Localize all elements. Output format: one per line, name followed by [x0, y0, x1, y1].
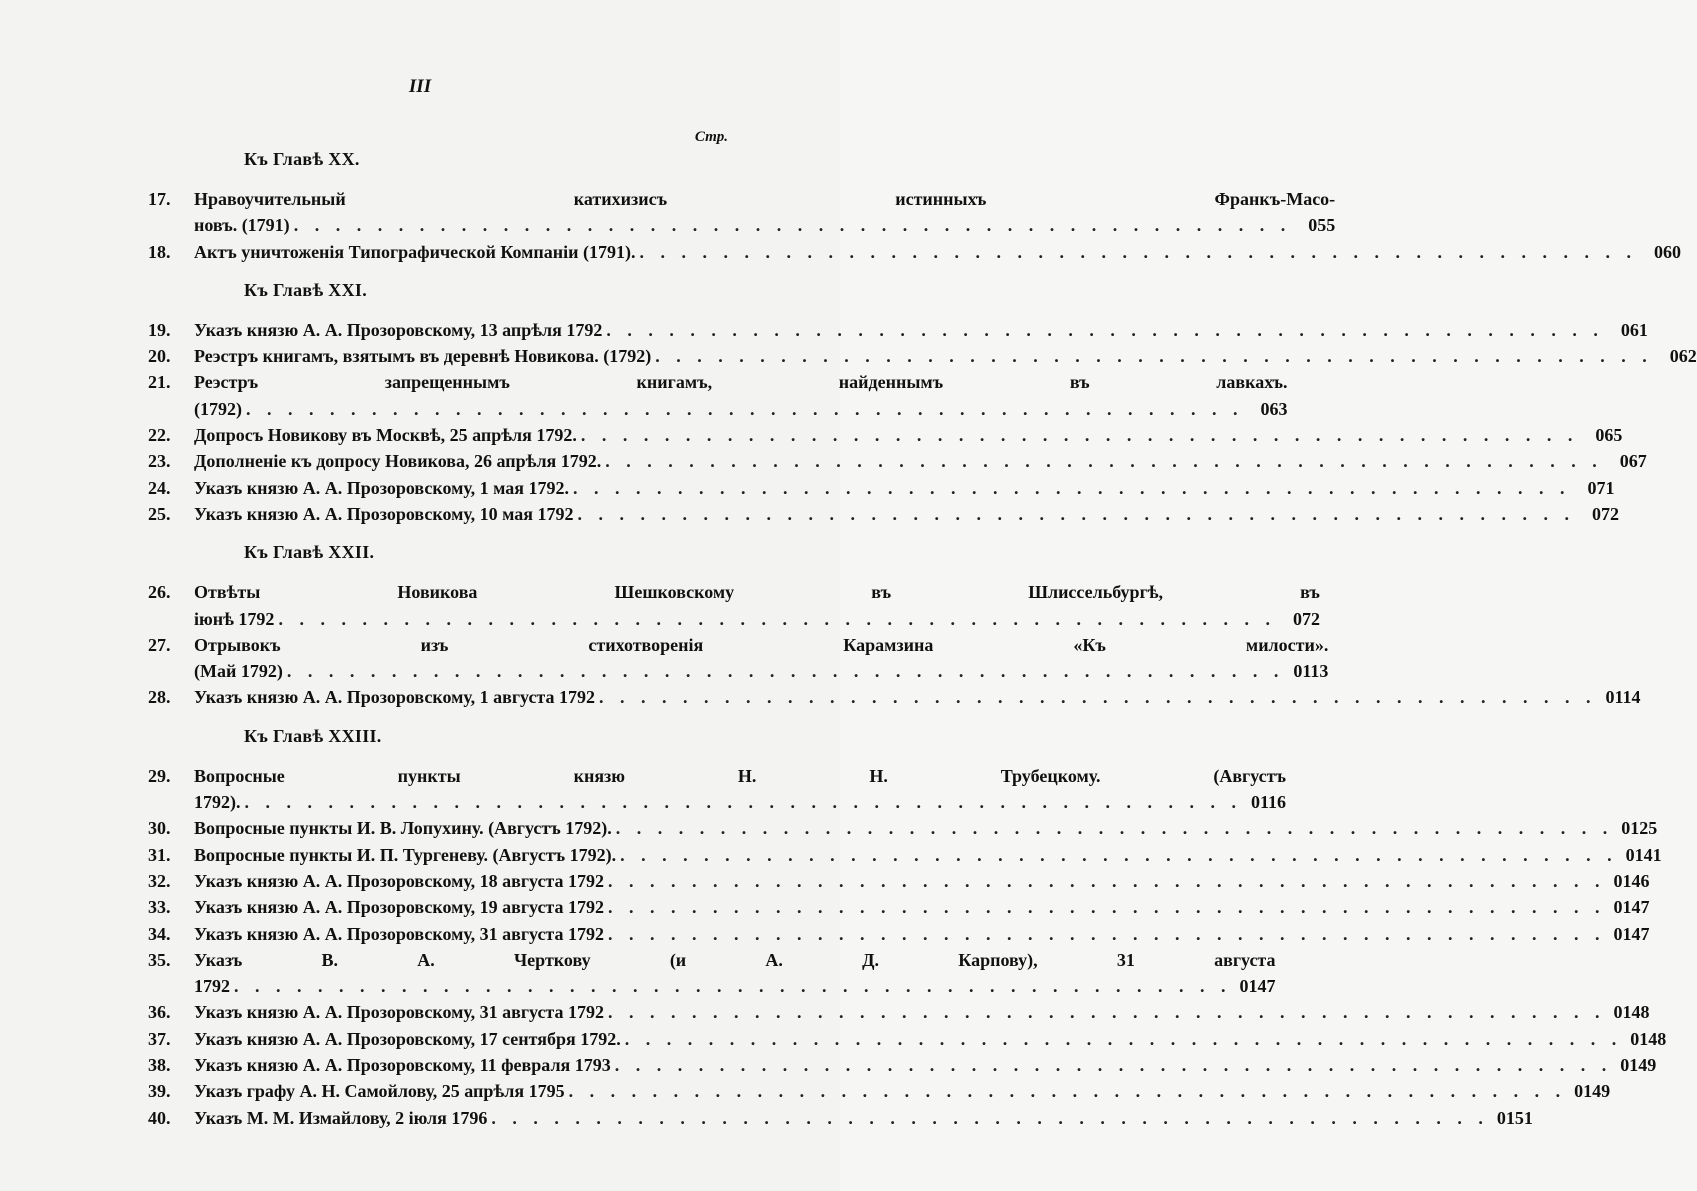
toc-entry: [148, 448, 1647, 474]
entry-title-text: Указъ князю А. А. Прозоровскому, 10 мая 1792: [194, 503, 574, 524]
toc-entry: [148, 475, 1615, 501]
toc-entry: [148, 501, 1619, 527]
entry-title-text: Указъ князю А. А. Прозоровскому, 19 августа 1792: [194, 897, 604, 918]
entry-line: [194, 921, 1650, 947]
entry-body: [194, 1078, 1610, 1104]
dot-leader: [242, 396, 1248, 422]
entry-line: [194, 684, 1641, 710]
entry-body: [194, 579, 1320, 632]
entry-body: [194, 369, 1288, 422]
entry-body: [194, 1052, 1656, 1078]
entry-line: [194, 317, 1648, 343]
entry-number: 30.: [148, 818, 171, 839]
toc-entry: [148, 186, 1336, 239]
toc-entry: [148, 868, 1650, 894]
entry-number: 39.: [148, 1081, 171, 1102]
entry-page-number: 055: [1308, 215, 1336, 236]
entry-page-number: 062: [1669, 346, 1697, 367]
entry-body: [194, 842, 1662, 868]
entry-line: [194, 999, 1650, 1025]
section-gap: [148, 527, 726, 537]
entry-title-text: Указъ князю А. А. Прозоровскому, 1 мая 1792.: [194, 477, 569, 498]
entry-line: [194, 501, 1619, 527]
entry-body: [194, 501, 1619, 527]
entry-body: [194, 317, 1648, 343]
section-gap: [148, 711, 726, 721]
entry-page-number: 0114: [1605, 687, 1641, 708]
entry-title-text: Допросъ Новикову въ Москвѣ, 25 апрѣля 1792.: [194, 425, 577, 446]
dot-leader: [604, 894, 1610, 920]
entry-body: [194, 239, 1681, 265]
dot-leader: [621, 1026, 1627, 1052]
entry-number: 20.: [148, 346, 171, 367]
entry-title-text: Актъ уничтоженія Типографической Компаніи (1791).: [194, 241, 636, 262]
entry-number: 26.: [148, 582, 171, 603]
toc-entry: [148, 842, 1662, 868]
entry-line: [194, 973, 1276, 999]
entry-page-number: 067: [1619, 451, 1647, 472]
entry-title-text: Указъ князю А. А. Прозоровскому, 1 августа 1792: [194, 687, 595, 708]
entry-number: 22.: [148, 425, 171, 446]
entry-number: 32.: [148, 870, 171, 891]
entry-page-number: 0147: [1613, 923, 1650, 944]
section-heading: Къ Главѣ XXII.: [244, 542, 375, 563]
entry-line: [194, 606, 1320, 632]
entry-line: [194, 1026, 1666, 1052]
entry-page-number: 072: [1591, 503, 1619, 524]
table-of-contents: [148, 146, 1697, 1131]
dot-leader: [651, 343, 1657, 369]
entry-line: [194, 658, 1328, 684]
entry-number: 35.: [148, 949, 171, 970]
toc-entry: [148, 947, 1276, 1000]
entry-line: [194, 343, 1697, 369]
entry-page-number: 0147: [1239, 976, 1276, 997]
entry-line: [194, 815, 1657, 841]
toc-entry: [148, 763, 1286, 816]
toc-entry: [148, 369, 1288, 422]
entry-title-text: 1792).: [194, 792, 241, 813]
entry-line: [194, 789, 1286, 815]
entry-line: Вопросные пункты князю Н. Н. Трубецкому. (Августъ: [194, 765, 1286, 786]
toc-entry: [148, 317, 1648, 343]
toc-entry: [148, 999, 1650, 1025]
entry-body: [194, 868, 1650, 894]
entry-number: 37.: [148, 1028, 171, 1049]
entry-line: [194, 1052, 1656, 1078]
page-column-label: Стр.: [694, 129, 728, 145]
dot-leader: [241, 789, 1247, 815]
dot-leader: [604, 868, 1610, 894]
dot-leader: [487, 1105, 1493, 1131]
entry-body: [194, 894, 1650, 920]
entry-body: [194, 186, 1335, 239]
entry-body: [194, 475, 1614, 501]
entry-page-number: 072: [1292, 608, 1320, 629]
entry-title-text: Указъ князю А. А. Прозоровскому, 13 апрѣля 1792: [194, 319, 603, 340]
toc-entry: [148, 239, 1682, 265]
entry-body: [194, 684, 1641, 710]
entry-number: 40.: [148, 1107, 171, 1128]
toc-entry: [148, 815, 1658, 841]
entry-page-number: 0148: [1613, 1002, 1650, 1023]
entry-title-text: Вопросные пункты И. П. Тургеневу. (Августъ 1792).: [194, 844, 617, 865]
entry-page-number: 0125: [1621, 818, 1658, 839]
entry-line: Отвѣты Новикова Шешковскому въ Шлиссельбургѣ, въ: [194, 582, 1320, 603]
entry-body: [194, 632, 1328, 685]
entry-line: [194, 212, 1335, 238]
dot-leader: [604, 999, 1610, 1025]
entry-title-text: новъ. (1791): [194, 215, 290, 236]
entry-number: 28.: [148, 687, 171, 708]
entry-page-number: 0149: [1620, 1055, 1657, 1076]
entry-page-number: 065: [1595, 425, 1623, 446]
entry-page-number: 061: [1620, 319, 1648, 340]
entry-number: 17.: [148, 189, 171, 209]
entry-body: [194, 1026, 1666, 1052]
entry-line: [194, 1078, 1610, 1104]
entry-body: [194, 448, 1647, 474]
entry-line: Отрывокъ изъ стихотворенія Карамзина «Къ милости».: [194, 634, 1329, 655]
entry-title-text: Указъ князю А. А. Прозоровскому, 31 августа 1792: [194, 1002, 604, 1023]
entry-title-text: Указъ князю А. А. Прозоровскому, 17 сентября 1792.: [194, 1028, 621, 1049]
toc-entry: [148, 632, 1329, 685]
entry-body: [194, 1105, 1533, 1131]
dot-leader: [283, 658, 1289, 684]
dot-leader: [290, 212, 1296, 238]
entry-title-text: Дополненіе къ допросу Новикова, 26 апрѣля 1792.: [194, 451, 602, 472]
dot-leader: [595, 684, 1601, 710]
section-gap: [148, 265, 726, 275]
toc-entry: [148, 684, 1641, 710]
dot-leader: [565, 1078, 1571, 1104]
page-number: III: [408, 76, 432, 97]
entry-line: Нравоучительный катихизисъ истинныхъ Франкъ-Масо-: [194, 189, 1336, 209]
toc-entry: [148, 1026, 1667, 1052]
entry-title-text: іюнѣ 1792: [194, 608, 275, 629]
dot-leader: [616, 842, 1622, 868]
entry-page-number: 0148: [1630, 1028, 1667, 1049]
dot-leader: [636, 239, 1642, 265]
dot-leader: [602, 317, 1608, 343]
dot-leader: [577, 422, 1583, 448]
entry-line: [194, 422, 1622, 448]
entry-number: 25.: [148, 503, 171, 524]
entry-number: 27.: [148, 634, 171, 655]
entry-page-number: 060: [1654, 241, 1682, 262]
entry-title-text: Вопросные пункты И. В. Лопухину. (Августъ 1792).: [194, 818, 612, 839]
entry-page-number: 0149: [1574, 1081, 1611, 1102]
entry-title-text: Указъ князю А. А. Прозоровскому, 31 августа 1792: [194, 923, 604, 944]
toc-entry: [148, 579, 1320, 632]
toc-entry: [148, 894, 1650, 920]
entry-line: Реэстръ запрещеннымъ книгамъ, найденнымъ въ лавкахъ.: [194, 372, 1288, 393]
entry-number: 23.: [148, 451, 171, 472]
entry-title-text: 1792: [194, 976, 230, 997]
entry-line: [194, 475, 1614, 501]
section-heading: Къ Главѣ XXIII.: [244, 725, 382, 746]
entry-number: 38.: [148, 1055, 171, 1076]
toc-entry: [148, 1052, 1657, 1078]
entry-number: 31.: [148, 844, 171, 865]
entry-body: [194, 422, 1622, 448]
entry-page-number: 0146: [1613, 870, 1650, 891]
entry-page-number: 0113: [1293, 661, 1329, 682]
section-heading: Къ Главѣ XXI.: [244, 279, 367, 300]
entry-line: [194, 239, 1681, 265]
dot-leader: [569, 475, 1575, 501]
entry-body: [194, 763, 1286, 816]
section-heading: Къ Главѣ XX.: [244, 149, 360, 169]
entry-page-number: 0141: [1625, 844, 1662, 865]
toc-entry: [148, 1105, 1533, 1131]
entry-title-text: Реэстръ книгамъ, взятымъ въ деревнѣ Новикова. (1792): [194, 346, 652, 367]
entry-page-number: 0151: [1496, 1107, 1533, 1128]
entry-body: [194, 343, 1697, 369]
toc-entry: [148, 1078, 1611, 1104]
dot-leader: [604, 921, 1610, 947]
entry-number: 29.: [148, 765, 171, 786]
entry-line: Указъ В. А. Черткову (и А. Д. Карпову), 31 августа: [194, 949, 1276, 970]
entry-number: 33.: [148, 897, 171, 918]
entry-number: 18.: [148, 241, 171, 262]
entry-title-text: Указъ князю А. А. Прозоровскому, 18 августа 1792: [194, 870, 604, 891]
entry-title-text: (1792): [194, 398, 242, 419]
entry-number: 34.: [148, 923, 171, 944]
dot-leader: [612, 815, 1618, 841]
entry-number: 36.: [148, 1002, 171, 1023]
entry-page-number: 0116: [1250, 792, 1286, 813]
entry-body: [194, 921, 1650, 947]
entry-page-number: 071: [1587, 477, 1615, 498]
toc-entry: [148, 422, 1623, 448]
entry-page-number: 063: [1260, 398, 1288, 419]
entry-number: 19.: [148, 319, 171, 340]
entry-page-number: 0147: [1613, 897, 1650, 918]
entry-title-text: (Май 1792): [194, 661, 283, 682]
entry-title-text: Указъ князю А. А. Прозоровскому, 11 февраля 1793: [194, 1055, 611, 1076]
entry-title-text: Указъ М. М. Измайлову, 2 іюля 1796: [194, 1107, 488, 1128]
dot-leader: [611, 1052, 1617, 1078]
entry-line: [194, 894, 1650, 920]
entry-body: [194, 947, 1276, 1000]
entry-title-text: Указъ графу А. Н. Самойлову, 25 апрѣля 1795: [194, 1081, 565, 1102]
dot-leader: [230, 973, 1236, 999]
toc-entry: [148, 343, 1697, 369]
entry-body: [194, 999, 1650, 1025]
entry-line: [194, 448, 1647, 474]
entry-number: 21.: [148, 372, 171, 393]
entry-number: 24.: [148, 477, 171, 498]
dot-leader: [601, 448, 1607, 474]
entry-body: [194, 815, 1657, 841]
toc-entry: [148, 921, 1650, 947]
entry-line: [194, 842, 1662, 868]
dot-leader: [573, 501, 1579, 527]
entry-line: [194, 868, 1650, 894]
dot-leader: [274, 606, 1280, 632]
entry-line: [194, 1105, 1533, 1131]
entry-line: [194, 396, 1288, 422]
